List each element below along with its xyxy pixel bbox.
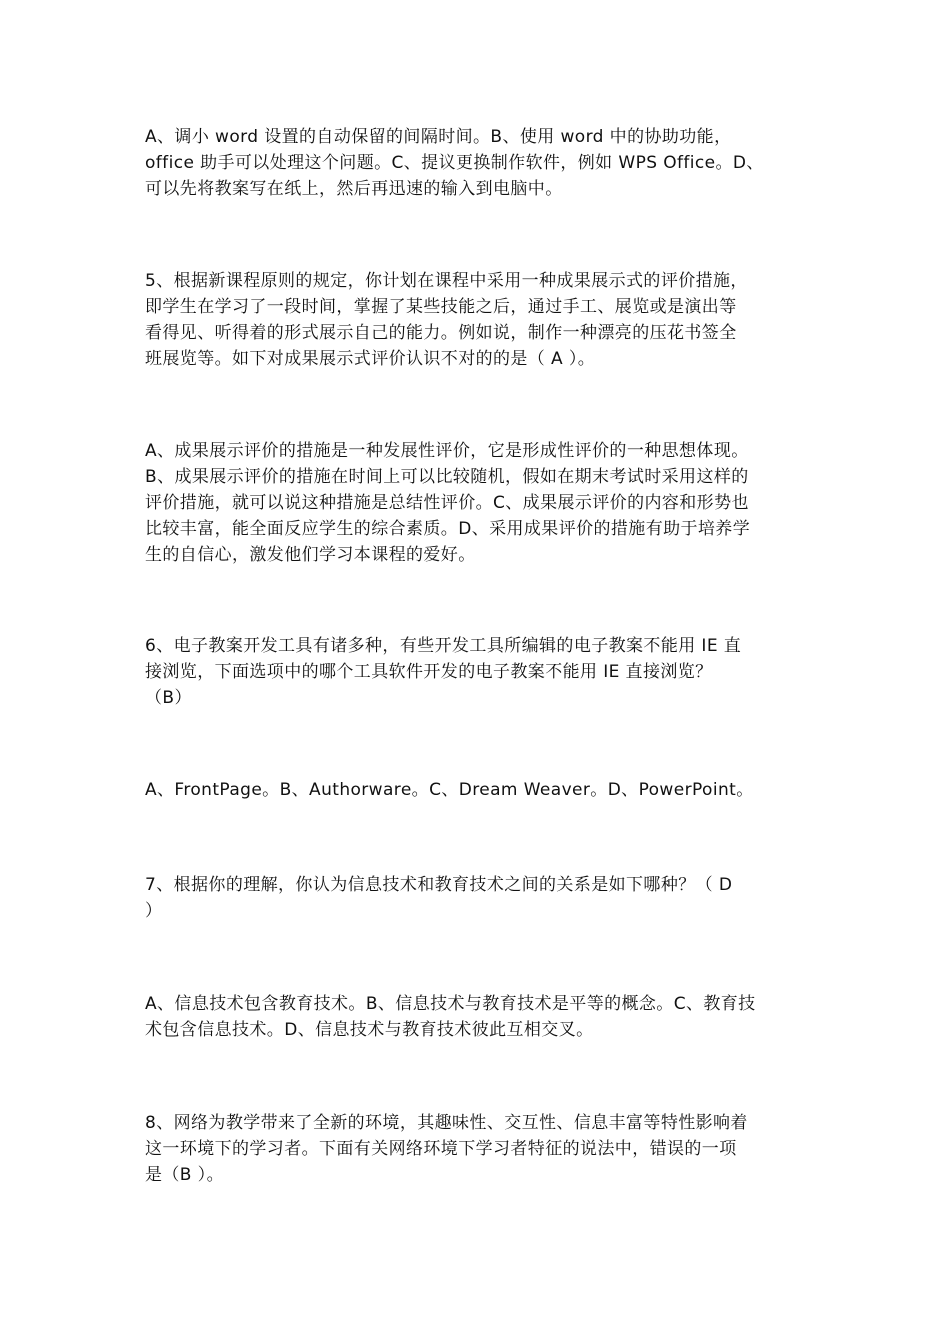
text-line: 这一环境下的学习者。下面有关网络环境下学习者特征的说法中，错误的一项 <box>145 1139 737 1159</box>
text-line: 看得见、听得着的形式展示自己的能力。例如说，制作一种漂亮的压花书签全 <box>145 323 737 343</box>
q4-options-paragraph <box>145 124 815 202</box>
text-line: 7、根据你的理解，你认为信息技术和教育技术之间的关系是如下哪种？（ D <box>145 875 733 895</box>
text-line: A、信息技术包含教育技术。B、信息技术与教育技术是平等的概念。C、教育技 <box>145 994 756 1014</box>
text-line: A、成果展示评价的措施是一种发展性评价，它是形成性评价的一种思想体现。 <box>145 441 749 461</box>
text-line: A、调小 word 设置的自动保留的间隔时间。B、使用 word 中的协助功能， <box>145 127 732 147</box>
text-line: office 助手可以处理这个问题。C、提议更换制作软件，例如 WPS Office。D、 <box>145 153 764 173</box>
text-line: 班展览等。如下对成果展示式评价认识不对的的是（ A ）。 <box>145 349 596 369</box>
q5-question-paragraph <box>145 268 815 372</box>
text-line: （B） <box>145 688 192 708</box>
text-line: 术包含信息技术。D、信息技术与教育技术彼此互相交叉。 <box>145 1020 594 1040</box>
text-line: A、FrontPage。B、Authorware。C、Dream Weaver。D、PowerPoint。 <box>145 780 754 800</box>
text-line: 5、根据新课程原则的规定，你计划在课程中采用一种成果展示式的评价措施， <box>145 271 748 291</box>
text-line: 生的自信心，激发他们学习本课程的爱好。 <box>145 545 476 565</box>
text-line: 8、网络为教学带来了全新的环境，其趣味性、交互性、信息丰富等特性影响着 <box>145 1113 748 1133</box>
text-line: 即学生在学习了一段时间，掌握了某些技能之后，通过手工、展览或是演出等 <box>145 297 737 317</box>
text-line: 是（B ）。 <box>145 1165 224 1185</box>
q7-question-paragraph <box>145 872 815 924</box>
q5-options-paragraph <box>145 438 815 568</box>
q6-question-paragraph <box>145 633 815 711</box>
q8-question-paragraph <box>145 1110 815 1188</box>
text-line: 比较丰富，能全面反应学生的综合素质。D、采用成果评价的措施有助于培养学 <box>145 519 751 539</box>
text-line: 可以先将教案写在纸上，然后再迅速的输入到电脑中。 <box>145 179 563 199</box>
text-line: B、成果展示评价的措施在时间上可以比较随机，假如在期末考试时采用这样的 <box>145 467 749 487</box>
text-line: 评价措施，就可以说这种措施是总结性评价。C、成果展示评价的内容和形势也 <box>145 493 749 513</box>
text-line: 6、电子教案开发工具有诸多种，有些开发工具所编辑的电子教案不能用 IE 直 <box>145 636 742 656</box>
q7-options-paragraph <box>145 991 815 1043</box>
text-line: 接浏览，下面选项中的哪个工具软件开发的电子教案不能用 IE 直接浏览？ <box>145 662 713 682</box>
q6-options-paragraph <box>145 777 815 803</box>
text-line: ） <box>145 901 163 921</box>
